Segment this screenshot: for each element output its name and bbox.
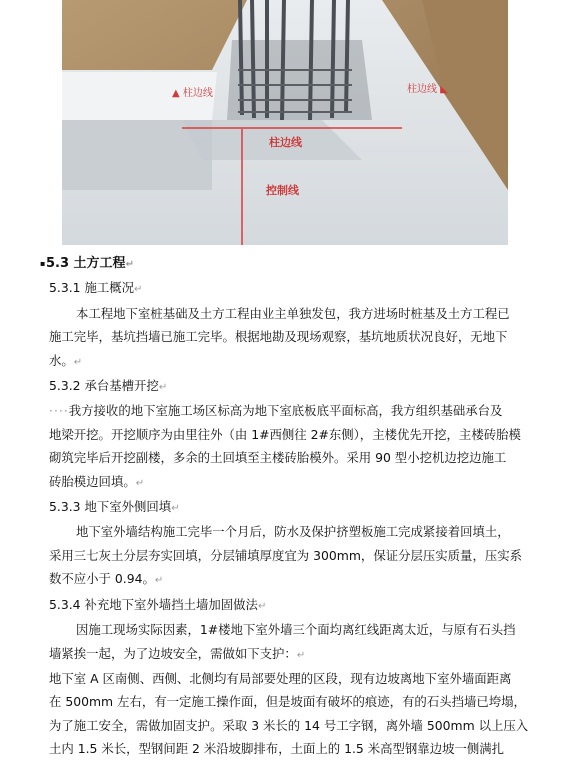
paragraph-line: 砖胎模边回填。↵	[49, 473, 145, 489]
paragraph-line: 墙紧挨一起，为了边坡安全，需做如下支护：↵	[49, 645, 306, 661]
paragraph-line: 砌筑完毕后开挖副楼，多余的土回填至主楼砖胎模外。采用 90 型小挖机边挖边施工	[49, 450, 507, 466]
paragraph-line: 施工完毕，基坑挡墙已施工完毕。根据地勘及现场观察，基坑地质状况良好，无地下	[49, 329, 508, 345]
paragraph-line: 地下室 A 区南侧、西侧、北侧均有局部要处理的区段，现有边坡离地下室外墙面距离	[49, 670, 512, 686]
subsection-title-3: 5.3.3 地下室外侧回填↵	[49, 499, 180, 515]
paragraph-line: 本工程地下室桩基础及土方工程由业主单独发包，我方进场时桩基及土方工程已	[76, 305, 510, 321]
photo-left-marks: ▲ 柱边线	[172, 88, 213, 99]
paragraph-line: 采用三七灰土分层夯实回填，分层铺填厚度宜为 300mm，保证分层压实质量，压实系	[49, 547, 523, 563]
subsection-title-1: 5.3.1 施工概况↵	[49, 280, 143, 296]
subsection-title-4: 5.3.4 补充地下室外墙挡土墙加固做法↵	[49, 596, 267, 612]
paragraph-line: 在 500mm 左右，有一定施工操作面，但是坡面有破坏的痕迹，有的石头挡墙已垮塌，	[49, 694, 526, 710]
document-body	[40, 252, 540, 761]
paragraph-line: 水。↵	[49, 352, 83, 368]
paragraph-line: 数不应小于 0.94。↵	[49, 571, 164, 587]
photo-right-marks: 柱边线 ◣	[407, 84, 448, 95]
photo-column-line-label: 柱边线	[269, 136, 302, 149]
paragraph-line: ····我方接收的地下室施工场区标高为地下室底板底平面标高，我方组织基础承台及	[49, 403, 503, 419]
paragraph-line: 地下室外墙结构施工完毕一个月后，防水及保护挤塑板施工完成紧接着回填土，	[76, 524, 510, 540]
construction-photo	[62, 0, 508, 245]
subsection-title-2: 5.3.2 承台基槽开挖↵	[49, 378, 168, 394]
photo-control-line-label: 控制线	[266, 184, 299, 197]
section-heading: ▪5.3 土方工程↵	[40, 256, 134, 271]
paragraph-line: 为了施工安全，需做加固支护。采取 3 米长的 14 号工字钢，离外墙 500mm 以上压入	[49, 717, 529, 733]
paragraph-line: 土内 1.5 米长，型钢间距 2 米沿坡脚排布，土面上的 1.5 米高型钢靠边坡一侧满扎	[49, 741, 505, 757]
paragraph-line: 地梁开挖。开挖顺序为由里往外（由 1#西侧往 2#东侧），主楼优先开挖，主楼砖胎模	[49, 426, 521, 442]
paragraph-line: 因施工现场实际因素，1#楼地下室外墙三个面均离红线距离太近，与原有石头挡	[76, 622, 516, 638]
